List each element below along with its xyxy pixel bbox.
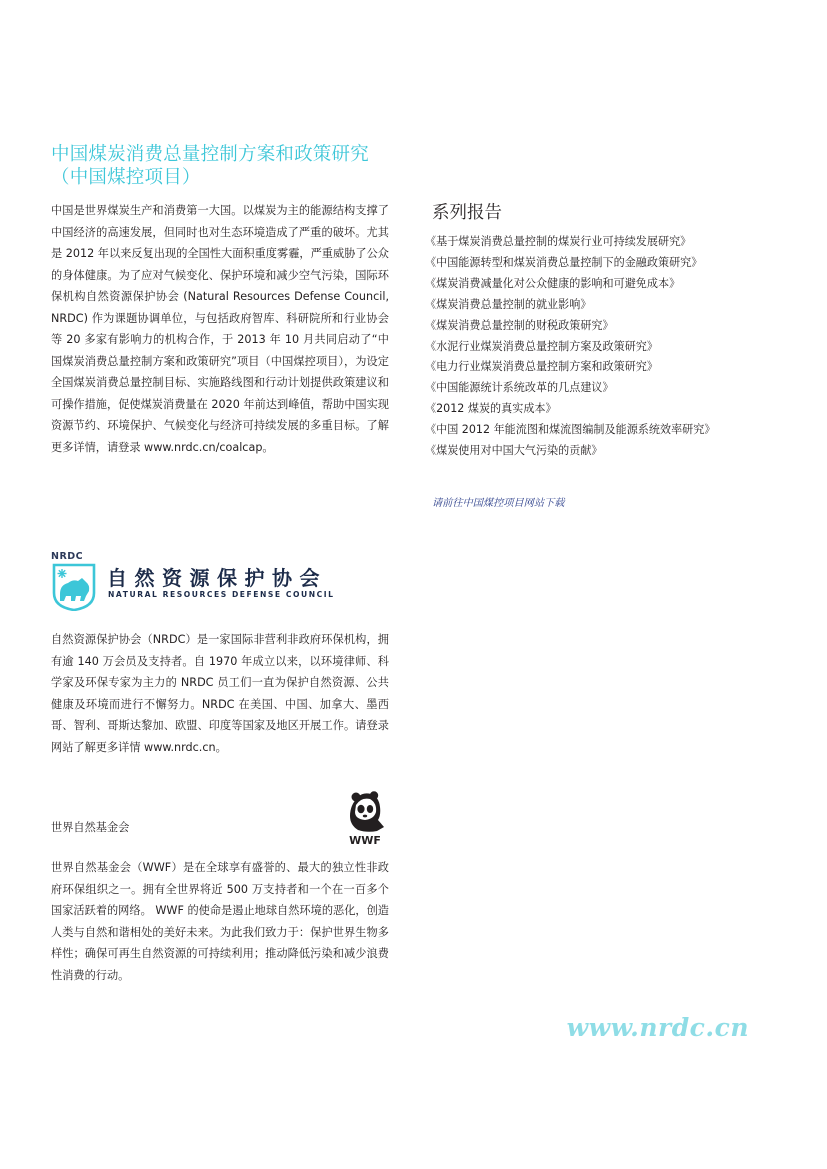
project-title	[51, 143, 396, 189]
download-note: 请前往中国煤控项目网站下载	[432, 498, 565, 509]
polar-bear-icon	[51, 563, 97, 611]
series-reports-list	[425, 232, 715, 462]
series-reports-title: 系列报告	[432, 203, 502, 223]
series-report-item: 《电力行业煤炭消费总量控制方案和政策研究》	[425, 360, 658, 374]
panda-icon	[350, 791, 384, 832]
nrdc-logo-chinese-name: 自然资源保护协会	[107, 566, 327, 590]
series-report-item: 《煤炭消费总量控制的就业影响》	[425, 297, 592, 311]
series-report-item: 《煤炭消费减量化对公众健康的影响和可避免成本》	[425, 276, 681, 290]
series-report-item: 《煤炭使用对中国大气污染的贡献》	[425, 444, 603, 458]
nrdc-logo-small-text: NRDC	[51, 551, 84, 562]
wwf-logo-text: WWF	[349, 834, 381, 847]
series-report-item: 《煤炭消费总量控制的财税政策研究》	[425, 318, 614, 332]
series-report-item: 《2012 煤炭的真实成本》	[425, 402, 557, 416]
nrdc-logo	[51, 551, 351, 613]
project-title-line1: 中国煤炭消费总量控制方案和政策研究	[51, 144, 369, 165]
project-description: 中国是世界煤炭生产和消费第一大国。以煤炭为主的能源结构支撑了中国经济的高速发展，但同时也对生态环境造成了严重的破坏。尤其是 2012 年以来反复出现的全国性大面积重度雾霾，严重威胁了公众的身体健康。为了应对气候变化、保护环境和减少空气污染，国际环保机构自然资源保护协会 (Natural Resources Defense Council, NRDC) 作为课题协调单位，与包括政府智库、科研院所和行业协会等 20 多家有影响力的机构合作，于 2013 年 10 月共同启动了“中国煤炭消费总量控制方案和政策研究”项目（中国煤控项目），为设定全国煤炭消费总量控制目标、实施路线图和行动计划提供政策建议和可操作措施，促使煤炭消费量在 2020 年前达到峰值，帮助中国实现资源节约、环境保护、气候变化与经济可持续发展的多重目标。了解更多详情，请登录 www.nrdc.cn/coalcap。	[51, 204, 389, 454]
project-title-line2: （中国煤控项目）	[51, 167, 201, 188]
wwf-name: 世界自然基金会	[51, 821, 130, 834]
series-report-item: 《中国能源统计系统改革的几点建议》	[425, 381, 614, 395]
series-report-item: 《水泥行业煤炭消费总量控制方案及政策研究》	[425, 339, 658, 353]
website-url: www.nrdc.cn	[566, 1013, 749, 1042]
wwf-panda-logo	[343, 783, 389, 847]
wwf-description: 世界自然基金会（WWF）是在全球享有盛誉的、最大的独立性非政府环保组织之一。拥有全世界将近 500 万支持者和一个在一百多个国家活跃着的网络。 WWF 的使命是遏止地球自然环境的恶化，创造人类与自然和谐相处的美好未来。为此我们致力于：保护世界生物多样性；确保可再生自然资源的可持续利用；推动降低污染和减少浪费性消费的行动。	[51, 861, 389, 982]
nrdc-logo-english-name: NATURAL RESOURCES DEFENSE COUNCIL	[108, 590, 335, 599]
series-report-item: 《中国 2012 年能流图和煤流图编制及能源系统效率研究》	[425, 423, 716, 437]
series-report-item: 《基于煤炭消费总量控制的煤炭行业可持续发展研究》	[425, 235, 692, 248]
nrdc-description: 自然资源保护协会（NRDC）是一家国际非营利非政府环保机构，拥有逾 140 万会员及支持者。自 1970 年成立以来，以环境律师、科学家及环保专家为主力的 NRDC 员工们一直为保护自然资源、公共健康及环境而进行不懈努力。NRDC 在美国、中国、加拿大、墨西哥、智利、哥斯达黎加、欧盟、印度等国家及地区开展工作。请登录网站了解更多详情 www.nrdc.cn。	[51, 633, 389, 754]
series-report-item: 《中国能源转型和煤炭消费总量控制下的金融政策研究》	[425, 255, 703, 269]
